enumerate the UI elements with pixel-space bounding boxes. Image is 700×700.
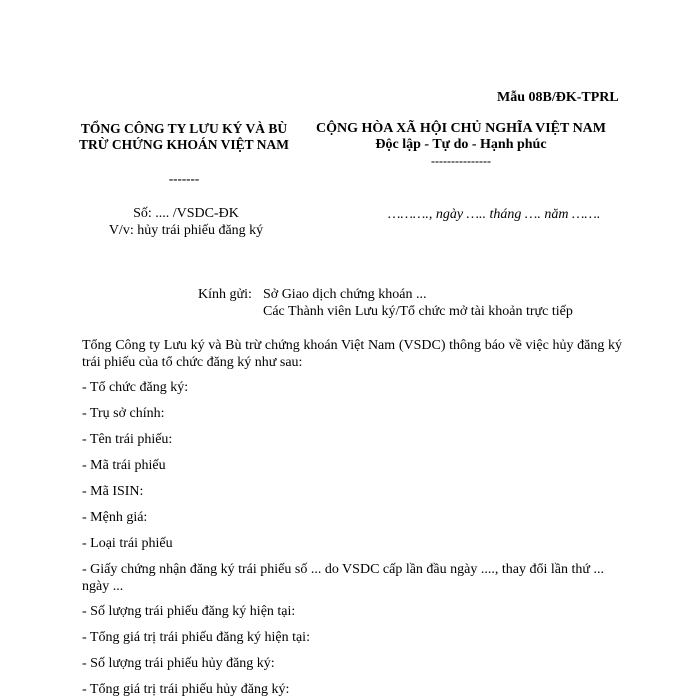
organization-divider: ------- (168, 171, 200, 186)
national-header (300, 121, 622, 153)
list-item-current-value: - Tổng giá trị trái phiếu đăng ký hiện tại: (82, 630, 310, 645)
form-code: Mẫu 08B/ĐK-TPRL (497, 90, 619, 105)
list-item-bond-name: - Tên trái phiếu: (82, 432, 173, 447)
national-motto: Độc lập - Tự do - Hạnh phúc (375, 137, 547, 152)
list-item-bond-code: - Mã trái phiếu (82, 458, 166, 473)
list-item-cancel-value: - Tổng giá trị trái phiếu hủy đăng ký: (82, 682, 290, 697)
list-item-registrant: - Tổ chức đăng ký: (82, 380, 189, 395)
recipient-exchange: Sở Giao dịch chứng khoán ... (263, 287, 427, 302)
list-item-current-quantity: - Số lượng trái phiếu đăng ký hiện tại: (82, 604, 296, 619)
list-item-certificate: - Giấy chứng nhận đăng ký trái phiếu số ... do VSDC cấp lần đầu ngày ...., thay đổi lần thứ ... ngày ... (82, 562, 604, 594)
intro-paragraph: Tổng Công ty Lưu ký và Bù trừ chứng khoán Việt Nam (VSDC) thông báo về việc hủy đăng ký trái phiếu của tổ chức đăng ký như sau: (82, 338, 622, 370)
list-item-cancel-quantity: - Số lượng trái phiếu hủy đăng ký: (82, 656, 275, 671)
date-line: ………., ngày ….. tháng …. năm ……. (388, 207, 601, 222)
document-subject: V/v: hủy trái phiếu đăng ký (108, 223, 264, 238)
country-name: CỘNG HÒA XÃ HỘI CHỦ NGHĨA VIỆT NAM (315, 121, 606, 136)
document-number: Số: .... /VSDC-ĐK (133, 206, 239, 221)
list-item-par-value: - Mệnh giá: (82, 510, 148, 525)
recipient-members: Các Thành viên Lưu ký/Tổ chức mở tài khoản trực tiếp (263, 304, 573, 319)
issuing-organization: TỔNG CÔNG TY LƯU KÝ VÀ BÙ TRỪ CHỨNG KHOÁN VIỆT NAM (78, 121, 289, 152)
list-item-isin: - Mã ISIN: (82, 484, 144, 499)
recipient-label: Kính gửi: (198, 287, 252, 302)
motto-divider: --------------- (431, 154, 491, 168)
list-item-headquarters: - Trụ sở chính: (82, 406, 165, 421)
list-item-bond-type: - Loại trái phiếu (82, 536, 173, 551)
